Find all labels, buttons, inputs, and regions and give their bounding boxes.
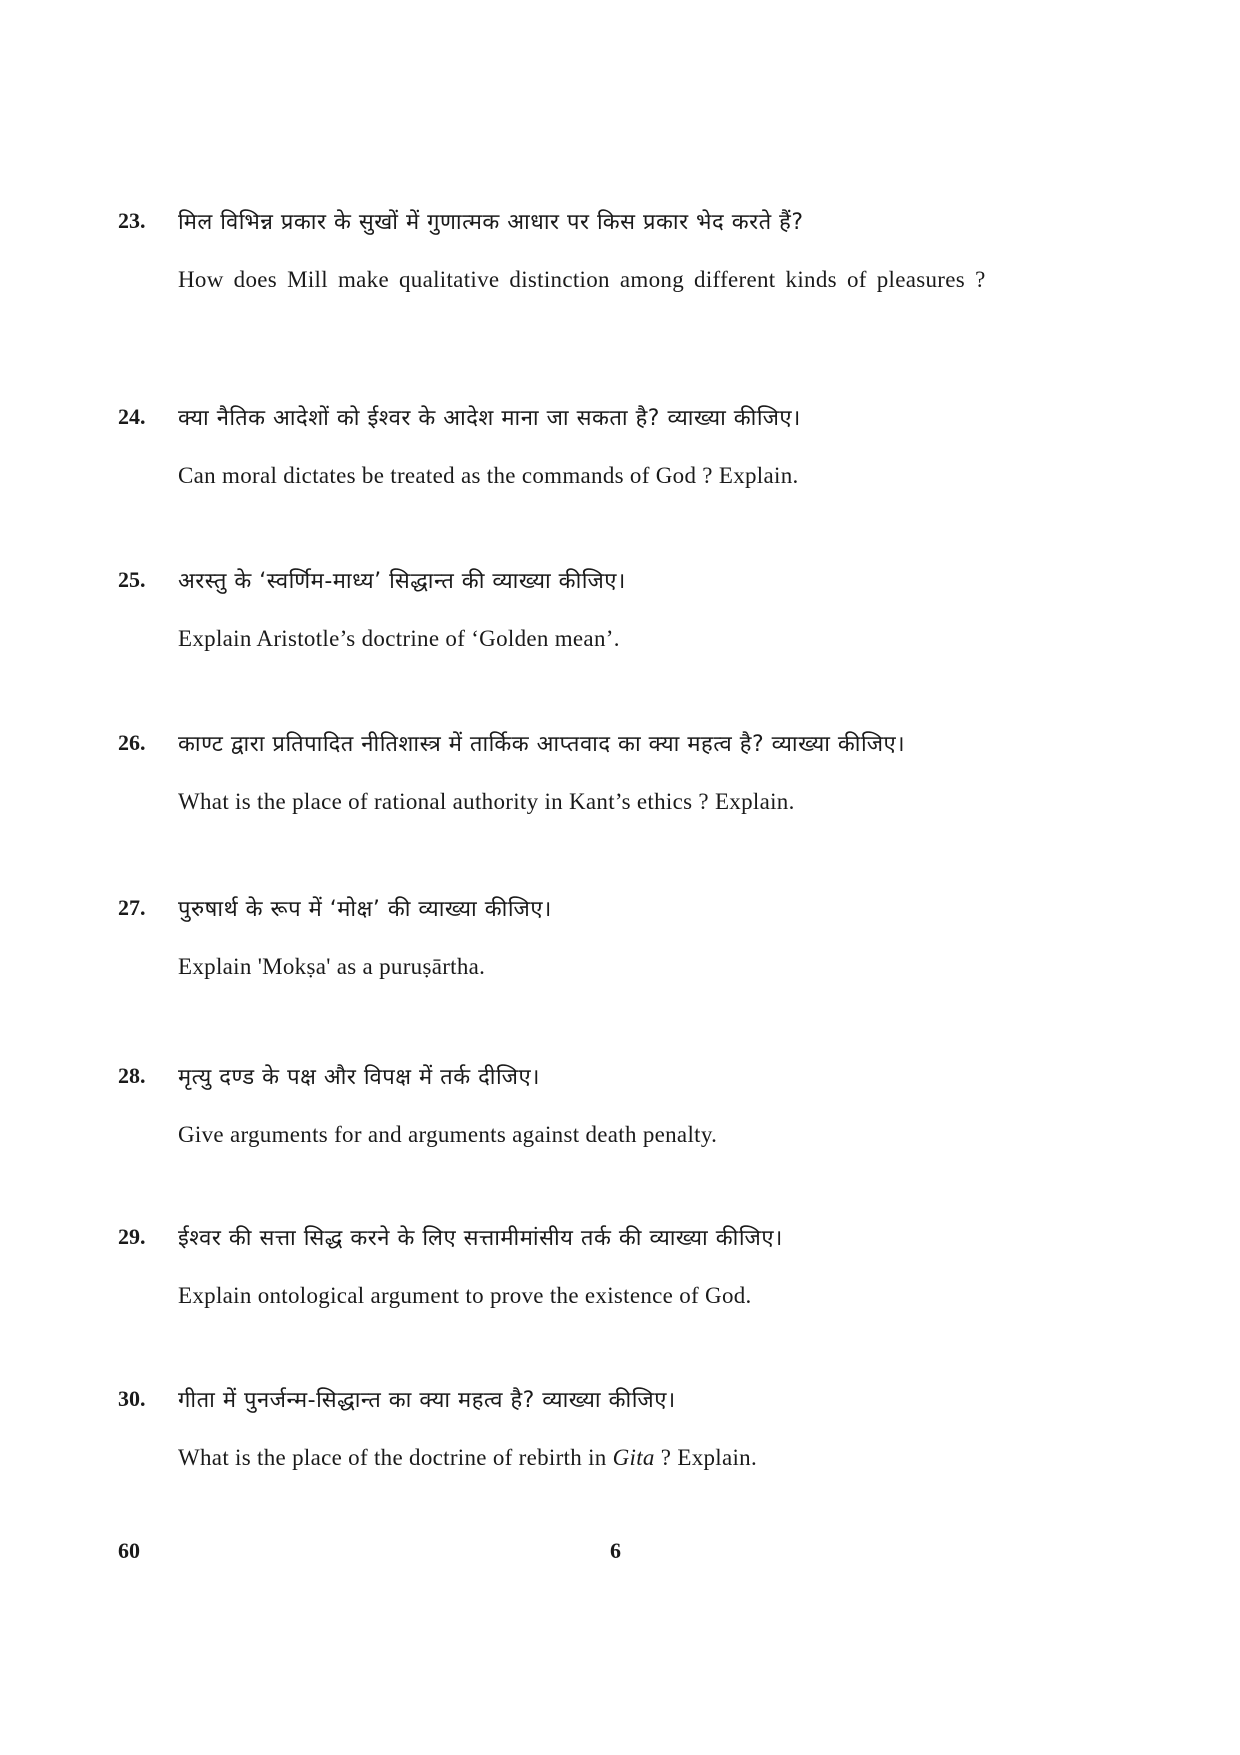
question-number: 25. (118, 567, 146, 592)
question-text-english-part: ? Explain. (654, 1445, 758, 1470)
question-text-english: How does Mill make qualitative distinction among different kinds of pleasures ? (178, 267, 986, 292)
question-text-english: Give arguments for and arguments against death penalty. (178, 1122, 718, 1147)
question-number: 27. (118, 895, 146, 920)
question-text-english: Explain Aristotle’s doctrine of ‘Golden mean’. (178, 626, 620, 651)
question-text-hindi: गीता में पुनर्जन्म-सिद्धान्त का क्या महत्व है? व्याख्या कीजिए। (178, 1388, 676, 1413)
footer-page-number: 6 (610, 1538, 621, 1563)
question-number: 28. (118, 1063, 146, 1088)
question-text-hindi: ईश्वर की सत्ता सिद्ध करने के लिए सत्तामीमांसीय तर्क की व्याख्या कीजिए। (178, 1226, 783, 1251)
footer-paper-code: 60 (118, 1538, 140, 1563)
question-text-hindi: पुरुषार्थ के रूप में ‘मोक्ष’ की व्याख्या कीजिए। (178, 897, 552, 922)
question-text-english-italic: Gita (612, 1445, 655, 1470)
question-text-english: Explain ontological argument to prove the existence of God. (178, 1283, 752, 1308)
question-text-english: What is the place of rational authority in Kant’s ethics ? Explain. (178, 789, 795, 814)
question-number: 23. (118, 208, 146, 233)
question-number: 26. (118, 730, 146, 755)
question-text-english: Explain 'Mokṣa' as a puruṣārtha. (178, 954, 486, 979)
question-text-hindi: क्या नैतिक आदेशों को ईश्वर के आदेश माना जा सकता है? व्याख्या कीजिए। (178, 406, 801, 431)
question-text-hindi: मृत्यु दण्ड के पक्ष और विपक्ष में तर्क दीजिए। (178, 1065, 541, 1090)
question-text-english: Can moral dictates be treated as the commands of God ? Explain. (178, 463, 799, 488)
question-text-english-part: What is the place of the doctrine of rebirth in (178, 1445, 613, 1470)
question-text-english (178, 1440, 1078, 1475)
question-text-hindi: अरस्तु के ‘स्वर्णिम-माध्य’ सिद्धान्त की व्याख्या कीजिए। (178, 569, 626, 594)
question-number: 30. (118, 1386, 146, 1411)
question-number: 24. (118, 404, 146, 429)
question-text-hindi: काण्ट द्वारा प्रतिपादित नीतिशास्त्र में तार्किक आप्तवाद का क्या महत्व है? व्याख्या कीजिए। (178, 732, 906, 757)
question-text-hindi: मिल विभिन्न प्रकार के सुखों में गुणात्मक आधार पर किस प्रकार भेद करते हैं? (178, 210, 804, 235)
question-number: 29. (118, 1224, 146, 1249)
